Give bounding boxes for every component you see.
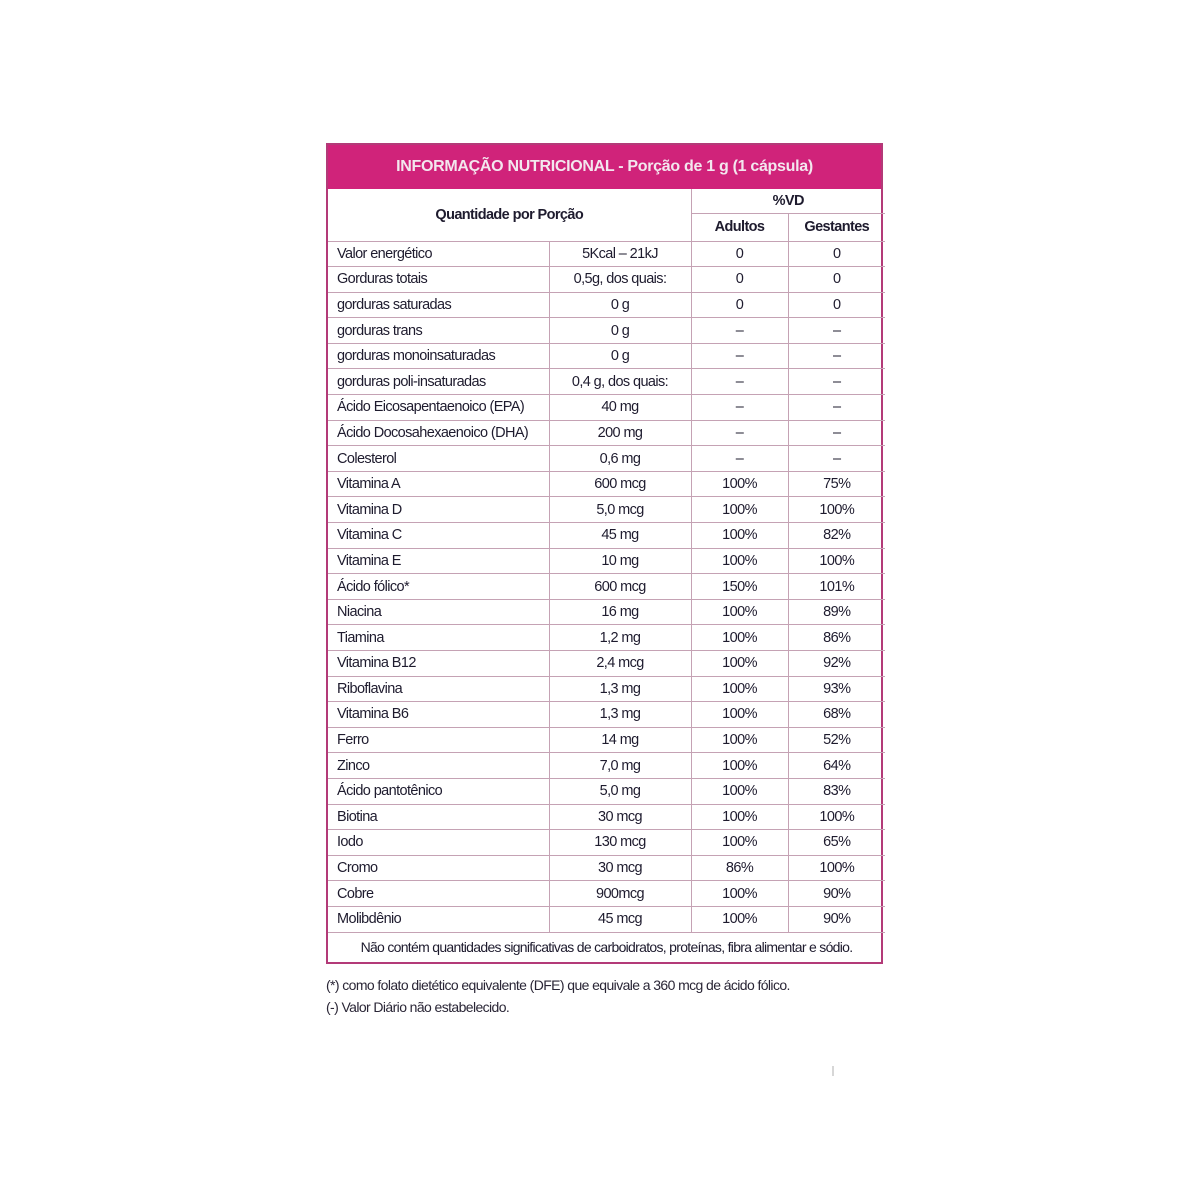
adults-vd: 100% [691, 804, 788, 830]
pregnant-vd: 93% [788, 676, 885, 702]
table-row [328, 727, 885, 753]
table-row [328, 343, 885, 369]
pregnant-vd: 64% [788, 753, 885, 779]
adults-vd: 100% [691, 906, 788, 932]
table-row [328, 395, 885, 421]
pregnant-vd: 92% [788, 651, 885, 677]
pregnant-vd: 90% [788, 906, 885, 932]
footnote-no-daily-value: (-) Valor Diário não estabelecido. [326, 999, 510, 1016]
pregnant-vd: 89% [788, 599, 885, 625]
quantity-per-portion-header: Quantidade por Porção [328, 189, 691, 241]
nutrient-quantity: 30 mcg [549, 855, 691, 881]
nutrient-name: Cobre [328, 881, 549, 907]
nutrient-quantity: 5,0 mcg [549, 497, 691, 523]
adults-vd: 150% [691, 574, 788, 600]
nutrient-quantity: 5Kcal – 21kJ [549, 241, 691, 267]
nutrient-name: Zinco [328, 753, 549, 779]
table-row [328, 446, 885, 472]
nutrient-name: Ácido fólico* [328, 574, 549, 600]
adults-vd: 100% [691, 471, 788, 497]
adults-vd: 100% [691, 651, 788, 677]
table-row [328, 523, 885, 549]
adults-vd: – [691, 420, 788, 446]
nutrient-name: Ferro [328, 727, 549, 753]
table-title: INFORMAÇÃO NUTRICIONAL - Porção de 1 g (1 cápsula) [328, 145, 881, 189]
table-row [328, 753, 885, 779]
adults-vd: 100% [691, 753, 788, 779]
nutrient-quantity: 1,3 mg [549, 702, 691, 728]
nutrient-name: Iodo [328, 830, 549, 856]
pregnant-vd: – [788, 395, 885, 421]
stray-mark [832, 1066, 834, 1076]
nutrient-name: Ácido Eicosapentaenoico (EPA) [328, 395, 549, 421]
nutrient-name: Vitamina B6 [328, 702, 549, 728]
nutrient-name: gorduras monoinsaturadas [328, 343, 549, 369]
pregnant-vd: 83% [788, 778, 885, 804]
adults-vd: 100% [691, 778, 788, 804]
nutrient-quantity: 14 mg [549, 727, 691, 753]
table-row [328, 548, 885, 574]
nutrition-table [328, 189, 885, 962]
table-row [328, 778, 885, 804]
adults-vd: – [691, 369, 788, 395]
nutrient-name: gorduras trans [328, 318, 549, 344]
adults-vd: 0 [691, 292, 788, 318]
nutrient-quantity: 1,2 mg [549, 625, 691, 651]
adults-vd: 100% [691, 830, 788, 856]
nutrient-quantity: 16 mg [549, 599, 691, 625]
pregnant-vd: 65% [788, 830, 885, 856]
table-row [328, 702, 885, 728]
pregnant-header: Gestantes [788, 214, 885, 241]
adults-vd: – [691, 395, 788, 421]
nutrient-quantity: 0 g [549, 343, 691, 369]
pregnant-vd: 52% [788, 727, 885, 753]
pregnant-vd: 100% [788, 804, 885, 830]
table-row [328, 267, 885, 293]
pregnant-vd: 68% [788, 702, 885, 728]
adults-vd: 86% [691, 855, 788, 881]
pregnant-vd: 100% [788, 855, 885, 881]
table-row [328, 420, 885, 446]
nutrient-rows [328, 241, 885, 932]
nutrient-name: Colesterol [328, 446, 549, 472]
adults-vd: 0 [691, 241, 788, 267]
nutrient-name: Vitamina A [328, 471, 549, 497]
nutrient-name: Vitamina E [328, 548, 549, 574]
nutrient-quantity: 0 g [549, 318, 691, 344]
nutrient-name: Biotina [328, 804, 549, 830]
nutrient-name: Niacina [328, 599, 549, 625]
nutrient-quantity: 10 mg [549, 548, 691, 574]
adults-vd: 100% [691, 727, 788, 753]
table-row [328, 804, 885, 830]
adults-vd: 100% [691, 599, 788, 625]
nutrient-name: gorduras poli-insaturadas [328, 369, 549, 395]
pregnant-vd: – [788, 420, 885, 446]
nutrient-name: Gorduras totais [328, 267, 549, 293]
nutrient-quantity: 600 mcg [549, 574, 691, 600]
nutrient-name: Ácido pantotênico [328, 778, 549, 804]
adults-vd: 100% [691, 548, 788, 574]
table-row [328, 906, 885, 932]
adults-vd: 100% [691, 523, 788, 549]
table-row [328, 318, 885, 344]
adults-vd: 100% [691, 881, 788, 907]
nutrient-quantity: 40 mg [549, 395, 691, 421]
pregnant-vd: 75% [788, 471, 885, 497]
nutrition-table-frame [326, 143, 883, 964]
nutrient-quantity: 0,4 g, dos quais: [549, 369, 691, 395]
nutrient-quantity: 900mcg [549, 881, 691, 907]
nutrient-name: Molibdênio [328, 906, 549, 932]
table-row [328, 574, 885, 600]
table-row [328, 497, 885, 523]
pregnant-vd: 100% [788, 548, 885, 574]
adults-vd: 100% [691, 497, 788, 523]
nutrient-name: Vitamina C [328, 523, 549, 549]
nutrient-quantity: 45 mcg [549, 906, 691, 932]
nutrient-name: Riboflavina [328, 676, 549, 702]
footnote-folate: (*) como folato dietético equivalente (DFE) que equivale a 360 mcg de ácido fólico. [326, 977, 790, 994]
table-row [328, 676, 885, 702]
table-row [328, 625, 885, 651]
nutrient-quantity: 7,0 mg [549, 753, 691, 779]
pregnant-vd: – [788, 369, 885, 395]
pregnant-vd: 101% [788, 574, 885, 600]
pregnant-vd: 0 [788, 292, 885, 318]
table-row [328, 830, 885, 856]
pregnant-vd: 90% [788, 881, 885, 907]
nutrient-name: gorduras saturadas [328, 292, 549, 318]
nutrient-quantity: 0,6 mg [549, 446, 691, 472]
adults-vd: 0 [691, 267, 788, 293]
nutrition-panel [326, 143, 883, 1018]
nutrient-quantity: 30 mcg [549, 804, 691, 830]
footnotes [326, 974, 883, 1018]
nutrient-name: Vitamina B12 [328, 651, 549, 677]
table-row [328, 881, 885, 907]
adults-vd: 100% [691, 625, 788, 651]
nutrient-name: Ácido Docosahexaenoico (DHA) [328, 420, 549, 446]
table-row [328, 599, 885, 625]
vd-header: %VD [691, 189, 885, 214]
pregnant-vd: – [788, 318, 885, 344]
adults-vd: – [691, 343, 788, 369]
nutrient-quantity: 0,5g, dos quais: [549, 267, 691, 293]
pregnant-vd: 100% [788, 497, 885, 523]
table-row [328, 369, 885, 395]
pregnant-vd: 0 [788, 267, 885, 293]
adults-header: Adultos [691, 214, 788, 241]
nutrient-name: Vitamina D [328, 497, 549, 523]
table-footer-note: Não contém quantidades significativas de carboidratos, proteínas, fibra alimentar e sódio. [360, 939, 853, 956]
nutrient-name: Cromo [328, 855, 549, 881]
nutrient-name: Tiamina [328, 625, 549, 651]
pregnant-vd: – [788, 446, 885, 472]
adults-vd: 100% [691, 702, 788, 728]
adults-vd: – [691, 446, 788, 472]
nutrient-quantity: 1,3 mg [549, 676, 691, 702]
nutrient-name: Valor energético [328, 241, 549, 267]
pregnant-vd: 86% [788, 625, 885, 651]
nutrient-quantity: 45 mg [549, 523, 691, 549]
table-row [328, 241, 885, 267]
adults-vd: 100% [691, 676, 788, 702]
nutrient-quantity: 130 mcg [549, 830, 691, 856]
pregnant-vd: – [788, 343, 885, 369]
table-row [328, 651, 885, 677]
table-row [328, 471, 885, 497]
table-row [328, 292, 885, 318]
nutrient-quantity: 200 mg [549, 420, 691, 446]
nutrient-quantity: 5,0 mg [549, 778, 691, 804]
nutrient-quantity: 0 g [549, 292, 691, 318]
pregnant-vd: 82% [788, 523, 885, 549]
nutrient-quantity: 2,4 mcg [549, 651, 691, 677]
adults-vd: – [691, 318, 788, 344]
nutrient-quantity: 600 mcg [549, 471, 691, 497]
pregnant-vd: 0 [788, 241, 885, 267]
table-row [328, 855, 885, 881]
